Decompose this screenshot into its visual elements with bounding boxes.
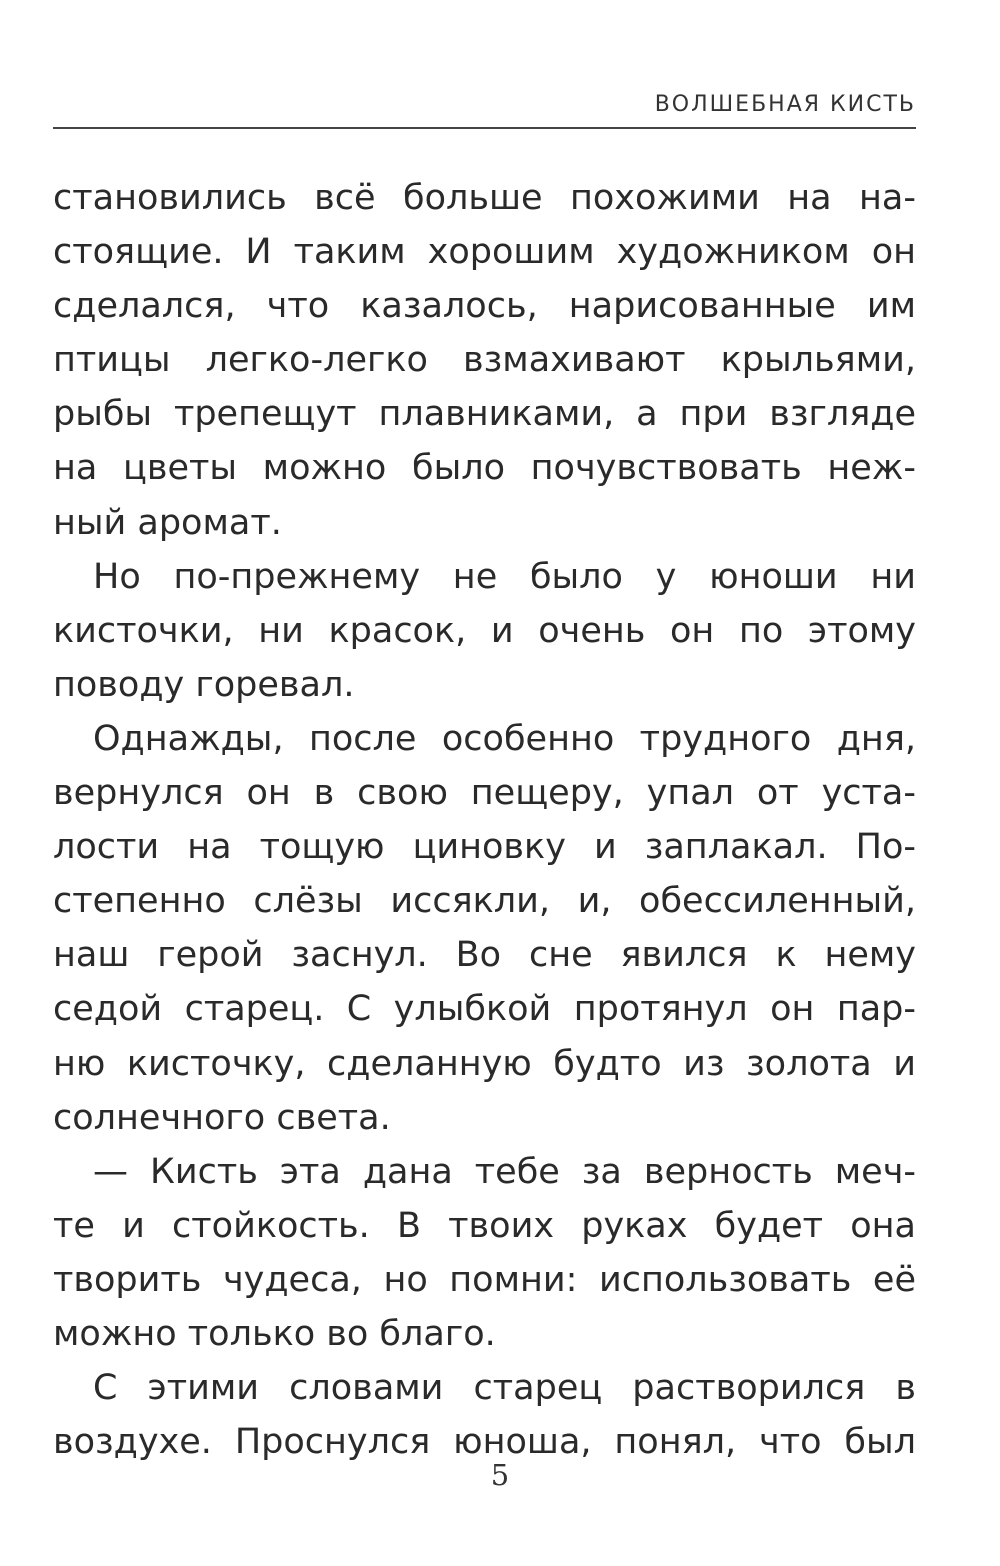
text-line: стоящие. И таким хорошим художником он [53,232,916,273]
text-line: степенно слёзы иссякли, и, обессиленный, [53,881,916,922]
text-line: — Кисть эта дана тебе за верность меч- [93,1151,916,1192]
body-text [53,171,916,1469]
text-line: птицы легко-легко взмахивают крыльями, [53,340,916,381]
text-line: С этими словами старец растворился в [93,1368,916,1409]
running-title: ВОЛШЕБНАЯ КИСТЬ [654,92,916,117]
text-line: ню кисточку, сделанную будто из золота и [53,1043,916,1084]
text-line: становились всё больше похожими на на- [53,178,916,218]
text-line: поводу горевал. [53,664,355,705]
text-line: солнечного света. [53,1097,391,1138]
text-line: Но по-прежнему не было у юноши ни [93,556,916,597]
text-line: творить чудеса, но помни: использовать её [53,1259,916,1300]
text-line: рыбы трепещут плавниками, а при взгляде [53,394,916,435]
text-line: Однажды, после особенно трудного дня, [93,718,916,759]
header-rule [53,127,916,129]
text-line: наш герой заснул. Во сне явился к нему [53,935,916,976]
text-line: воздухе. Проснулся юноша, понял, что был [53,1422,916,1463]
text-line: те и стойкость. В твоих руках будет она [53,1205,916,1246]
text-line: седой старец. С улыбкой протянул он пар- [53,989,916,1030]
text-line: можно только во благо. [53,1313,496,1354]
text-line: кисточки, ни красок, и очень он по этому [53,610,916,651]
text-line: на цветы можно было почувствовать неж- [53,448,916,489]
text-line: сделался, что казалось, нарисованные им [53,286,916,327]
page-number: 5 [490,1458,510,1492]
text-line: ный аромат. [53,502,282,543]
text-line: вернулся он в свою пещеру, упал от уста- [53,773,916,814]
text-line: лости на тощую циновку и заплакал. По- [53,827,916,868]
